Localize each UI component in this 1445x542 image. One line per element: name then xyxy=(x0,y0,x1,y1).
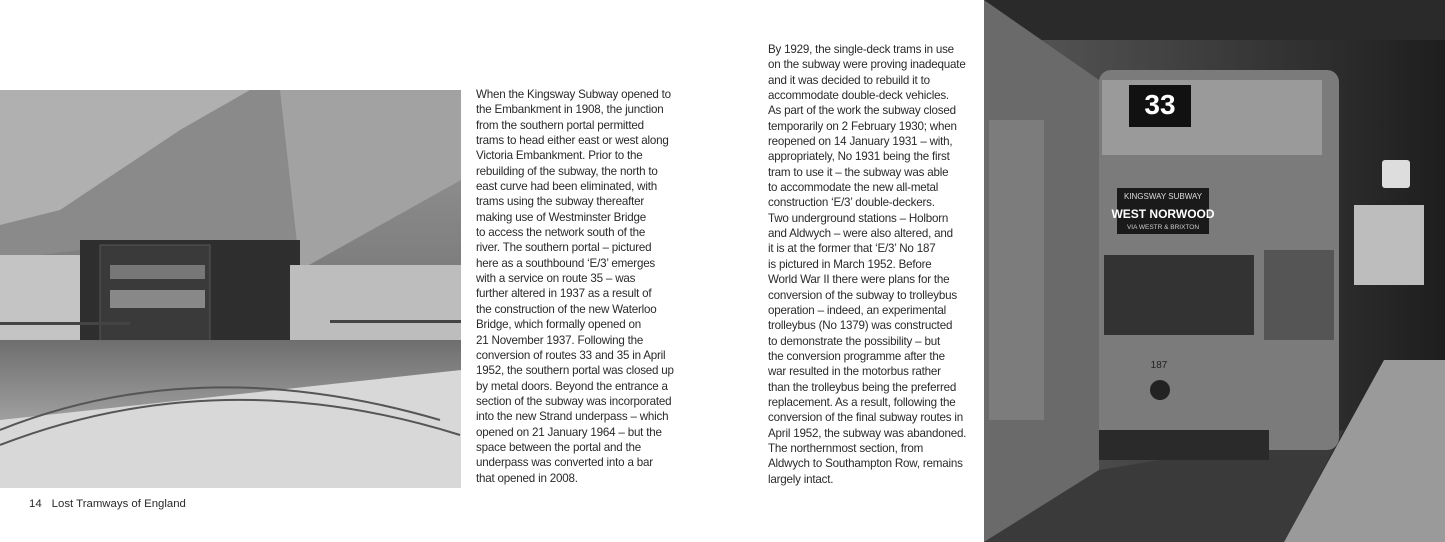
text-line: war resulted in the motorbus rather xyxy=(768,365,941,379)
body-text-right-column xyxy=(768,42,974,487)
text-line: space between the portal and the xyxy=(476,440,642,454)
via-sign: VIA WESTR & BRIXTON xyxy=(1126,224,1200,231)
book-title: Lost Tramways of England xyxy=(51,498,186,510)
text-line: Aldwych to Southampton Row, remains xyxy=(768,457,963,471)
text-line: making use of Westminster Bridge xyxy=(476,210,646,224)
body-text-left-column xyxy=(476,87,716,486)
text-line: April 1952, the subway was abandoned. xyxy=(768,426,967,440)
page-footer xyxy=(29,498,196,510)
text-line: The northernmost section, from xyxy=(768,441,924,455)
fleet-number: 187 xyxy=(1150,360,1168,371)
text-line: conversion of the subway to trolleybus xyxy=(768,288,957,302)
text-line: by metal doors. Beyond the entrance a xyxy=(476,379,668,393)
text-line: construction ‘E/3’ double-deckers. xyxy=(768,196,935,210)
text-line: trams using the subway thereafter xyxy=(476,195,645,209)
text-line: section of the subway was incorporated xyxy=(476,394,672,408)
text-line: opened on 21 January 1964 – but the xyxy=(476,425,662,439)
text-line: to demonstrate the possibility – but xyxy=(768,334,940,348)
text-line: 21 November 1937. Following the xyxy=(476,333,644,347)
text-line: Two underground stations – Holborn xyxy=(768,211,949,225)
text-line: the conversion programme after the xyxy=(768,349,945,363)
text-line: it is at the former that ‘E/3’ No 187 xyxy=(768,242,936,256)
text-line: trolleybus (No 1379) was constructed xyxy=(768,319,953,333)
text-line: underpass was converted into a bar xyxy=(476,456,653,470)
text-line: further altered in 1937 as a result of xyxy=(476,287,652,301)
route-number-sign: 33 xyxy=(1144,89,1176,120)
text-line: rebuilding of the subway, the north to xyxy=(476,164,658,178)
text-line: Bridge, which formally opened on xyxy=(476,318,642,332)
text-line: conversion of routes 33 and 35 in April xyxy=(476,348,666,362)
text-line: As part of the work the subway closed xyxy=(768,104,956,118)
text-line: conversion of the final subway routes in xyxy=(768,411,964,425)
text-line: and it was decided to rebuild it to xyxy=(768,73,930,87)
text-line: trams to head either east or west along xyxy=(476,134,669,148)
photo-southern-portal xyxy=(0,90,461,488)
sign-subway: KINGSWAY SUBWAY xyxy=(1123,192,1203,201)
text-line: river. The southern portal – pictured xyxy=(476,241,652,255)
text-line: here as a southbound ‘E/3’ emerges xyxy=(476,256,656,270)
text-line: the construction of the new Waterloo xyxy=(476,302,657,316)
text-line: to accommodate the new all-metal xyxy=(768,181,939,195)
text-line: largely intact. xyxy=(768,472,834,486)
text-line: 1952, the southern portal was closed up xyxy=(476,364,674,378)
text-line: than the trolleybus being the preferred xyxy=(768,380,957,394)
text-line: By 1929, the single-deck trams in use xyxy=(768,43,954,56)
text-line: the Embankment in 1908, the junction xyxy=(476,103,664,117)
text-line: and Aldwych – were also altered, and xyxy=(768,227,953,241)
text-line: with a service on route 35 – was xyxy=(476,272,636,286)
destination-sign: WEST NORWOOD xyxy=(1111,207,1215,221)
text-line: that opened in 2008. xyxy=(476,471,578,485)
text-line: operation – indeed, an experimental xyxy=(768,303,946,317)
text-line: tram to use it – the subway was able xyxy=(768,165,949,179)
text-line: east curve had been eliminated, with xyxy=(476,180,657,194)
text-line: is pictured in March 1952. Before xyxy=(768,257,932,271)
text-line: When the Kingsway Subway opened to xyxy=(476,88,671,101)
text-line: World War II there were plans for the xyxy=(768,273,950,287)
text-line: reopened on 14 January 1931 – with, xyxy=(768,135,953,149)
text-line: on the subway were proving inadequate xyxy=(768,58,966,72)
text-line: replacement. As a result, following the xyxy=(768,395,956,409)
text-line: Victoria Embankment. Prior to the xyxy=(476,149,643,163)
text-line: to access the network south of the xyxy=(476,226,646,240)
page-number: 14 xyxy=(29,498,42,510)
text-line: from the southern portal permitted xyxy=(476,118,644,132)
text-line: into the new Strand underpass – which xyxy=(476,410,669,424)
photo-holborn-tram xyxy=(984,0,1445,542)
text-line: accommodate double-deck vehicles. xyxy=(768,89,949,103)
text-line: appropriately, No 1931 being the first xyxy=(768,150,950,164)
text-line: temporarily on 2 February 1930; when xyxy=(768,119,957,133)
